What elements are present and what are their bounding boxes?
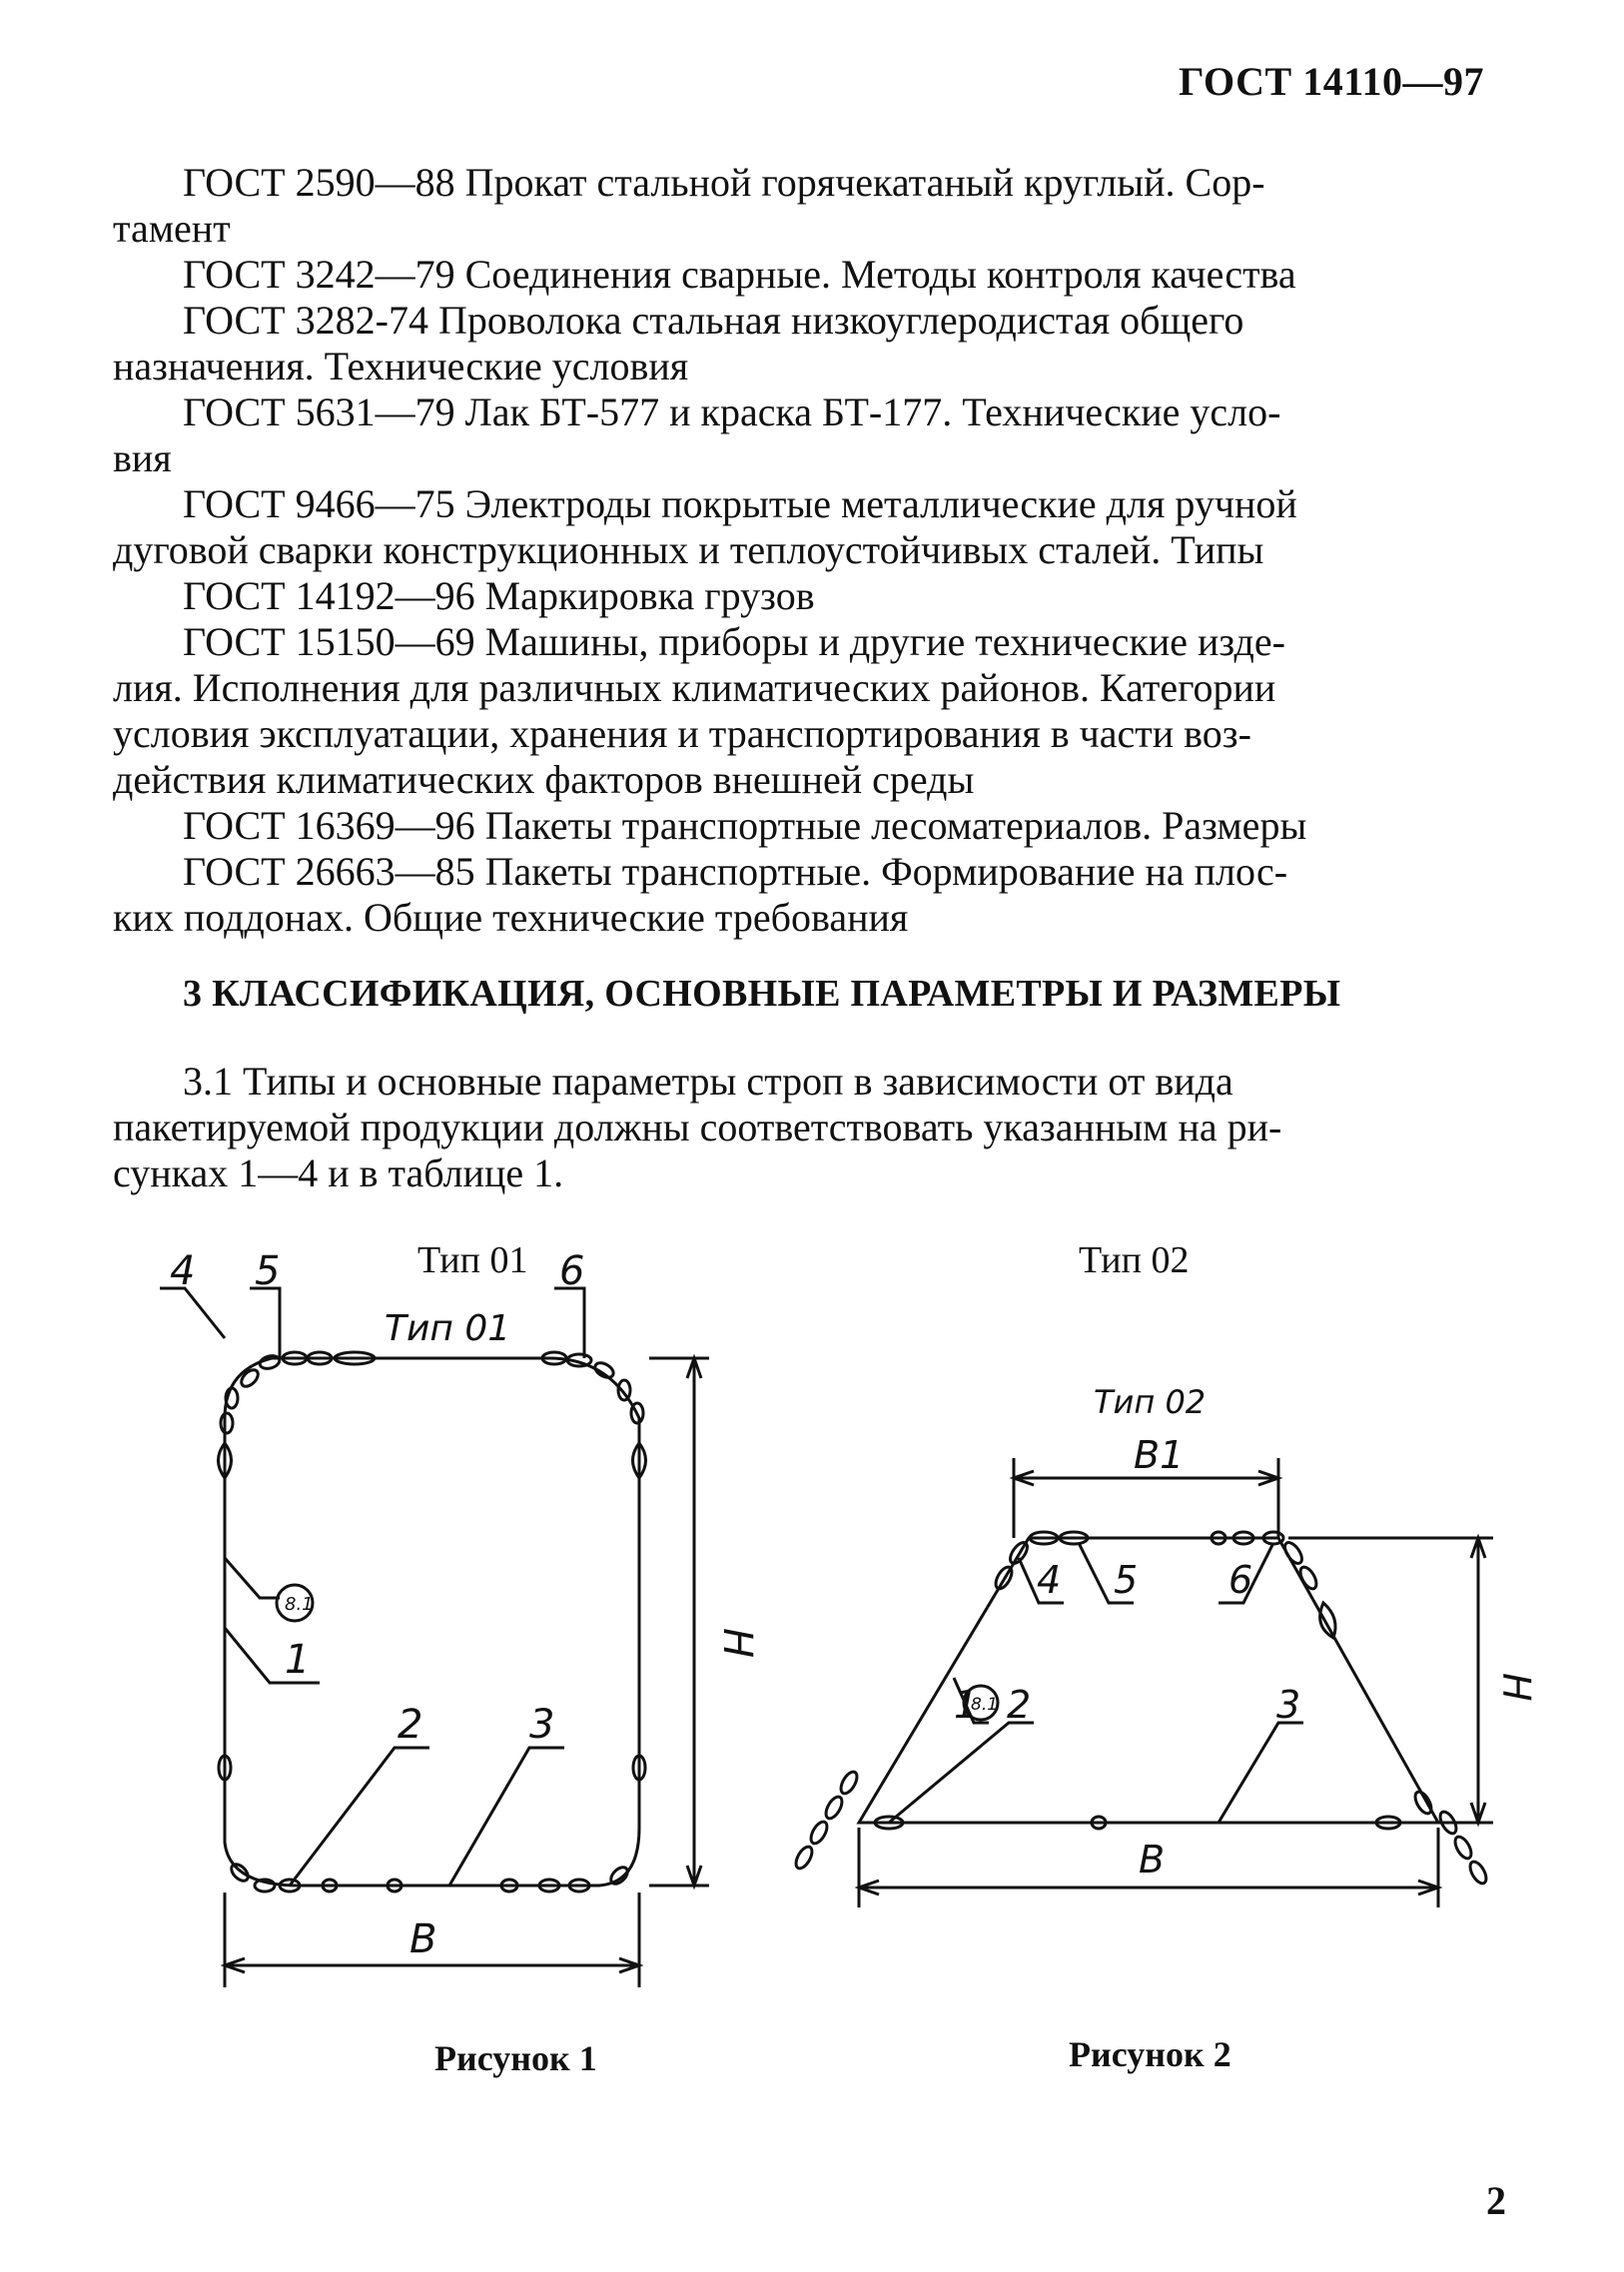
fig2-label-2: 2 xyxy=(1007,1683,1032,1727)
fig1-circle-label: 8.1 xyxy=(285,1594,314,1615)
fig1-label-4: 4 xyxy=(170,1248,196,1294)
page-number: 2 xyxy=(1486,2178,1506,2223)
figure1-handwritten-title: Тип 01 xyxy=(385,1308,511,1349)
ref-9466-line1: ГОСТ 9466—75 Электроды покрытые металлические для ручной xyxy=(183,481,1297,526)
fig2-label-1: 1 xyxy=(954,1683,979,1727)
para-3-1-line1: 3.1 Типы и основные параметры строп в зависимости от вида xyxy=(183,1059,1233,1104)
ref-15150-line4: действия климатических факторов внешней среды xyxy=(113,757,975,802)
fig2-label-3: 3 xyxy=(1276,1683,1301,1727)
figure1-caption: Рисунок 1 xyxy=(434,2038,597,2078)
figure1-title: Тип 01 xyxy=(417,1239,528,1281)
fig2-label-4: 4 xyxy=(1037,1558,1062,1602)
ref-2590-line2: тамент xyxy=(113,206,231,251)
ref-9466-line2: дуговой сварки конструкционных и теплоустойчивых сталей. Типы xyxy=(113,527,1264,572)
ref-3242: ГОСТ 3242—79 Соединения сварные. Методы контроля качества xyxy=(183,252,1296,297)
ref-15150-line1: ГОСТ 15150—69 Машины, приборы и другие технические изде- xyxy=(183,619,1285,664)
leader-3 xyxy=(449,1748,564,1886)
fig2-label-H: H xyxy=(1494,1673,1538,1702)
document-code: ГОСТ 14110—97 xyxy=(1179,59,1484,104)
chain-links xyxy=(219,1352,646,1892)
fig1-label-5: 5 xyxy=(255,1248,281,1294)
fig1-label-2: 2 xyxy=(398,1702,423,1748)
fig2-circle-label: 8.1 xyxy=(971,1695,999,1715)
fig2-label-5: 5 xyxy=(1114,1558,1139,1602)
section-title: 3 КЛАССИФИКАЦИЯ, ОСНОВНЫЕ ПАРАМЕТРЫ И РАЗМЕРЫ xyxy=(183,973,1341,1015)
ref-3282-line2: назначения. Технические условия xyxy=(113,344,689,388)
ref-5631-line1: ГОСТ 5631—79 Лак БТ-577 и краска БТ-177. Технические усло- xyxy=(183,389,1281,434)
ref-26663-line2: ких поддонах. Общие технические требования xyxy=(113,895,909,940)
leader-3 xyxy=(1218,1723,1303,1823)
leader-4 xyxy=(160,1288,225,1338)
leader-2 xyxy=(290,1748,429,1886)
fig1-label-B: B xyxy=(409,1916,437,1962)
figure2-drawing xyxy=(789,1433,1538,1917)
sling-frame xyxy=(225,1358,639,1886)
ref-14192: ГОСТ 14192—96 Маркировка грузов xyxy=(183,573,815,618)
fig1-label-6: 6 xyxy=(559,1248,585,1294)
chain-links xyxy=(793,1532,1489,1886)
fig2-label-B1: B1 xyxy=(1134,1433,1185,1477)
leader-circ xyxy=(225,1558,280,1598)
fig2-label-B: B xyxy=(1139,1838,1166,1882)
fig1-label-1: 1 xyxy=(285,1637,311,1683)
ref-15150-line2: лия. Исполнения для различных климатических районов. Категории xyxy=(113,665,1276,710)
fig1-label-3: 3 xyxy=(529,1702,555,1748)
ref-26663-line1: ГОСТ 26663—85 Пакеты транспортные. Формирование на плос- xyxy=(183,849,1288,894)
leader-6 xyxy=(554,1288,584,1358)
fig2-label-6: 6 xyxy=(1228,1558,1253,1602)
ref-15150-line3: условия эксплуатации, хранения и транспортирования в части воз- xyxy=(113,711,1251,756)
figure2-caption: Рисунок 2 xyxy=(1069,2034,1231,2074)
ref-3282-line1: ГОСТ 3282-74 Проволока стальная низкоуглеродистая общего xyxy=(183,298,1244,343)
ref-5631-line2: вия xyxy=(113,435,172,480)
para-3-1-line3: сунках 1—4 и в таблице 1. xyxy=(113,1150,564,1195)
figure2-handwritten-title: Тип 02 xyxy=(1094,1383,1207,1421)
figure2-title: Тип 02 xyxy=(1079,1239,1190,1281)
sling-trapezoid xyxy=(859,1538,1438,1823)
fig1-label-H: H xyxy=(714,1628,760,1659)
ref-16369: ГОСТ 16369—96 Пакеты транспортные лесоматериалов. Размеры xyxy=(183,803,1307,848)
ref-2590-line1: ГОСТ 2590—88 Прокат стальной горячекатаный круглый. Сор- xyxy=(183,160,1265,205)
leader-5 xyxy=(250,1288,280,1358)
para-3-1-line2: пакетируемой продукции должны соответствовать указанным на ри- xyxy=(113,1105,1282,1149)
